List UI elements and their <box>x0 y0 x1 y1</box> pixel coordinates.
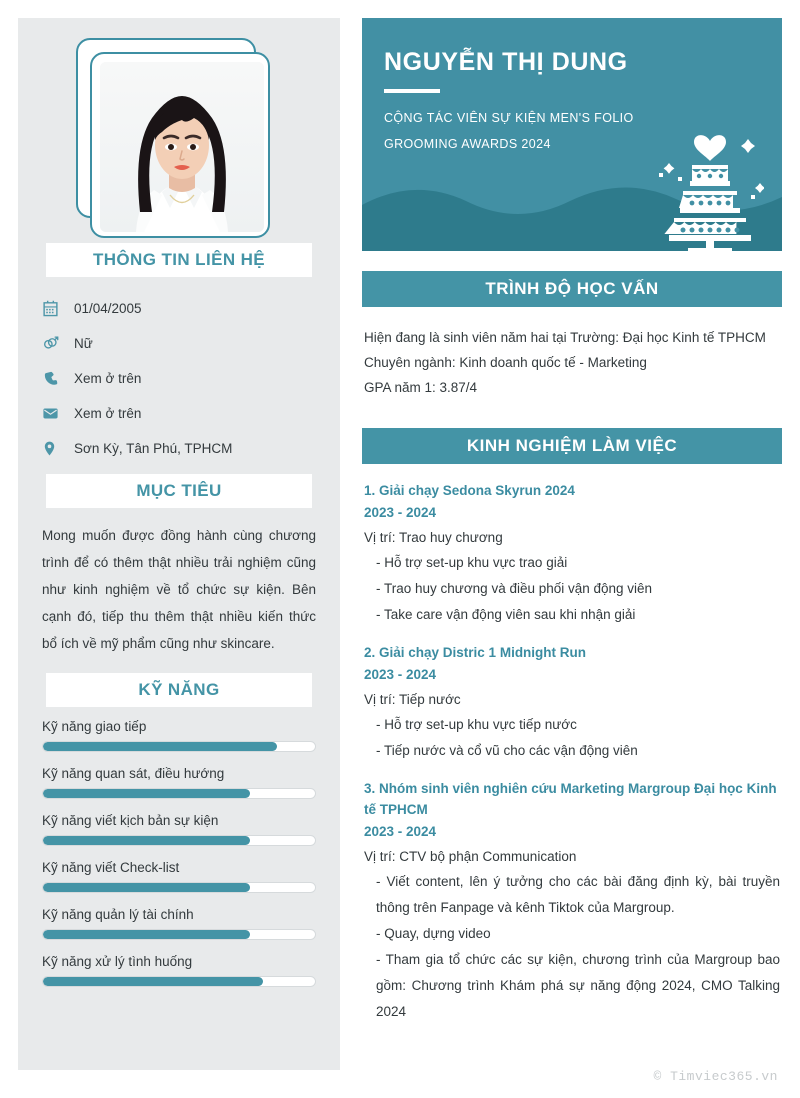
phone-icon <box>42 371 68 387</box>
education-body <box>362 307 782 400</box>
education-line: Chuyên ngành: Kinh doanh quốc tế - Marketing <box>364 355 647 370</box>
experience-bullet: - Tiếp nước và cổ vũ cho các vận động viên <box>376 743 638 758</box>
experience-bullet: - Hỗ trợ set-up khu vực tiếp nước <box>376 717 577 732</box>
experience-item <box>364 778 780 1025</box>
avatar <box>74 38 284 243</box>
experience-role: Vị trí: CTV bộ phận Communication <box>364 849 577 864</box>
photo-frame-front <box>90 52 270 238</box>
map-pin-icon <box>42 440 68 457</box>
skill-progress-track <box>42 741 316 752</box>
experience-item <box>364 642 780 764</box>
objective-heading <box>46 474 312 508</box>
skill-progress-track <box>42 929 316 940</box>
contact-value: Xem ở trên <box>74 406 142 421</box>
contact-item-phone[interactable] <box>42 361 316 396</box>
experience-dates: 2023 - 2024 <box>364 505 437 520</box>
experience-role: Vị trí: Trao huy chương <box>364 530 503 545</box>
skill-label: Kỹ năng viết Check-list <box>42 860 180 875</box>
skill-label: Kỹ năng xử lý tình huống <box>42 954 193 969</box>
page-title: NGUYỄN THỊ DUNG <box>384 48 628 76</box>
main-column <box>362 18 782 1039</box>
experience-bullet: - Quay, dựng video <box>376 926 491 941</box>
contact-value: Xem ở trên <box>74 371 142 386</box>
skill-label: Kỹ năng giao tiếp <box>42 719 147 734</box>
experience-title: 2. Giải chạy Distric 1 Midnight Run <box>364 645 587 660</box>
skill-progress-fill <box>43 977 263 986</box>
skill-item <box>42 766 316 799</box>
experience-title: 1. Giải chạy Sedona Skyrun 2024 <box>364 483 575 498</box>
experience-list <box>362 464 782 1025</box>
experience-bullet: - Trao huy chương và điều phối vận động viên <box>376 581 653 596</box>
experience-heading <box>362 428 782 464</box>
contact-value: 01/04/2005 <box>74 301 142 316</box>
footer-watermark: © Timviec365.vn <box>653 1069 778 1084</box>
experience-title: 3. Nhóm sinh viên nghiên cứu Marketing Margroup Đại học Kinh tế TPHCM <box>364 781 777 817</box>
contact-list <box>18 291 340 466</box>
contact-value: Nữ <box>74 336 93 351</box>
skill-item <box>42 813 316 846</box>
banner-subtitle-line2: GROOMING AWARDS 2024 <box>384 137 551 151</box>
education-line: Hiện đang là sinh viên năm hai tại Trường: Đại học Kinh tế TPHCM <box>364 330 766 345</box>
experience-bullet: - Tham gia tổ chức các sự kiện, chương trình của Margroup bao gồm: Chương trình Khám phá sự năng động 2024, CMO Talking 2024 <box>376 952 780 1019</box>
banner-text <box>362 18 782 157</box>
experience-dates: 2023 - 2024 <box>364 667 437 682</box>
skill-progress-fill <box>43 883 250 892</box>
skill-item <box>42 954 316 987</box>
contact-value: Sơn Kỳ, Tân Phú, TPHCM <box>74 441 233 456</box>
experience-dates: 2023 - 2024 <box>364 824 437 839</box>
skill-label: Kỹ năng viết kịch bản sự kiện <box>42 813 219 828</box>
contact-item-birthdate <box>42 291 316 326</box>
header-banner <box>362 18 782 251</box>
skill-progress-track <box>42 835 316 846</box>
gender-icon <box>42 335 68 352</box>
experience-bullet: - Hỗ trợ set-up khu vực trao giải <box>376 555 568 570</box>
skills-heading <box>46 673 312 707</box>
education-line: GPA năm 1: 3.87/4 <box>364 380 478 395</box>
education-heading-label: TRÌNH ĐỘ HỌC VẤN <box>485 279 659 298</box>
calendar-icon <box>42 300 68 317</box>
objective-text: Mong muốn được đồng hành cùng chương trình để có thêm thật nhiều trải nghiệm cũng như kinh nghiệm về tổ chức sự kiện. Bên cạnh đó, tiếp thu thêm thật nhiều kiến thức bổ ích về mỹ phẩm cũng như skincare. <box>42 528 316 651</box>
skill-progress-track <box>42 882 316 893</box>
education-heading <box>362 271 782 307</box>
envelope-icon <box>42 405 68 422</box>
portrait-photo <box>100 62 264 232</box>
skills-heading-label: KỸ NĂNG <box>138 680 220 699</box>
skill-progress-fill <box>43 836 250 845</box>
experience-bullet: - Viết content, lên ý tưởng cho các bài đăng định kỳ, bài truyền thông trên Fanpage và kênh Tiktok của Margroup. <box>376 874 780 915</box>
skills-list <box>18 707 340 987</box>
skill-item <box>42 860 316 893</box>
skill-progress-fill <box>43 930 250 939</box>
objective-heading-label: MỤC TIÊU <box>136 481 222 500</box>
contact-heading-label: THÔNG TIN LIÊN HỆ <box>92 250 266 269</box>
skill-label: Kỹ năng quản lý tài chính <box>42 907 194 922</box>
skill-label: Kỹ năng quan sát, điều hướng <box>42 766 225 781</box>
skill-progress-track <box>42 788 316 799</box>
contact-heading <box>46 243 312 277</box>
experience-role: Vị trí: Tiếp nước <box>364 692 461 707</box>
contact-item-gender <box>42 326 316 361</box>
skill-progress-fill <box>43 789 250 798</box>
sidebar <box>18 18 340 1070</box>
skill-progress-fill <box>43 742 277 751</box>
title-underline <box>384 89 440 93</box>
skill-progress-track <box>42 976 316 987</box>
skill-item <box>42 907 316 940</box>
experience-item <box>364 480 780 628</box>
contact-item-email[interactable] <box>42 396 316 431</box>
banner-subtitle-line1: CỘNG TÁC VIÊN SỰ KIỆN MEN'S FOLIO <box>384 111 634 125</box>
contact-item-address <box>42 431 316 466</box>
experience-bullet: - Take care vận động viên sau khi nhận giải <box>376 607 636 622</box>
experience-heading-label: KINH NGHIỆM LÀM VIỆC <box>466 436 678 455</box>
portrait-svg <box>100 62 264 232</box>
skill-item <box>42 719 316 752</box>
